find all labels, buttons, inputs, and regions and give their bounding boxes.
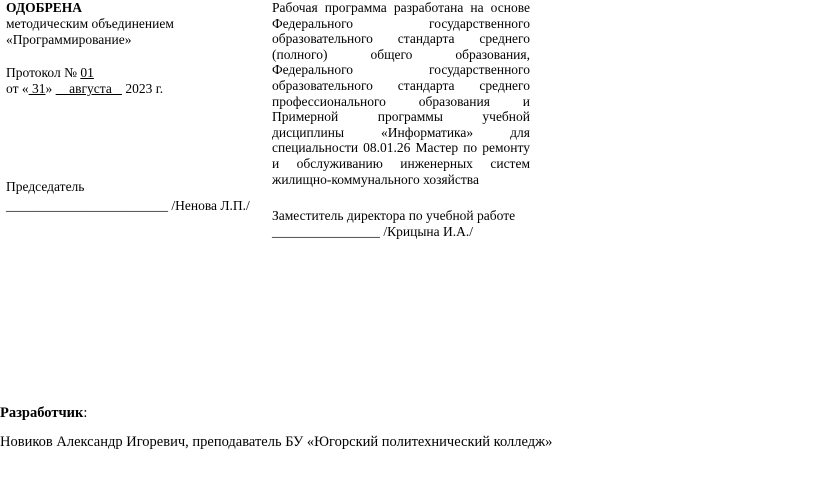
- deputy-signature: ________________: [272, 223, 380, 239]
- deputy-label: Заместитель директора по учебной работе: [272, 208, 516, 224]
- program-description: Рабочая программа разработана на основе Федерального государственного образовательного стандарта среднего (полного) общего образования, Федерального государственного образовательного стандарта среднего профессионального образования и Примерной программы учебной дисциплины «Информатика» для специальности 08.01.26 Мастер по ремонту и обслуживанию инженерных систем жилищно-коммунального хозяйства: [272, 0, 530, 187]
- developer-title: [0, 403, 816, 423]
- deputy-signature-line: [272, 224, 530, 240]
- chair-name: /Ненова Л.П./: [171, 198, 250, 213]
- approval-heading: ОДОБРЕНА: [6, 0, 83, 15]
- approval-body-line-2: «Программирование»: [6, 32, 132, 47]
- date-prefix: от «: [6, 81, 29, 96]
- developer-block: [0, 403, 816, 452]
- developer-colon: :: [83, 405, 88, 421]
- date-mid: »: [45, 81, 56, 96]
- approval-block: [6, 0, 256, 214]
- developer-label: Разработчик: [0, 405, 84, 421]
- approval-body-line-1: методическим объединением: [6, 16, 174, 31]
- chair-label: Председатель: [6, 179, 85, 194]
- date-day: 31: [28, 81, 46, 96]
- protocol-number: 01: [80, 65, 94, 80]
- chair-signature-line: [6, 198, 256, 214]
- deputy-name: /Крицына И.А./: [383, 223, 473, 239]
- program-block: [272, 0, 530, 239]
- protocol-label: Протокол №: [6, 65, 81, 80]
- chair-signature: ________________________: [6, 198, 168, 213]
- date-year: 2023 г.: [121, 81, 164, 96]
- date-month: августа: [55, 81, 122, 96]
- developer-info: Новиков Александр Игоревич, преподаватель БУ «Югорский политехнический колледж»: [0, 434, 553, 450]
- protocol-date: [6, 81, 256, 97]
- protocol-line: [6, 65, 256, 81]
